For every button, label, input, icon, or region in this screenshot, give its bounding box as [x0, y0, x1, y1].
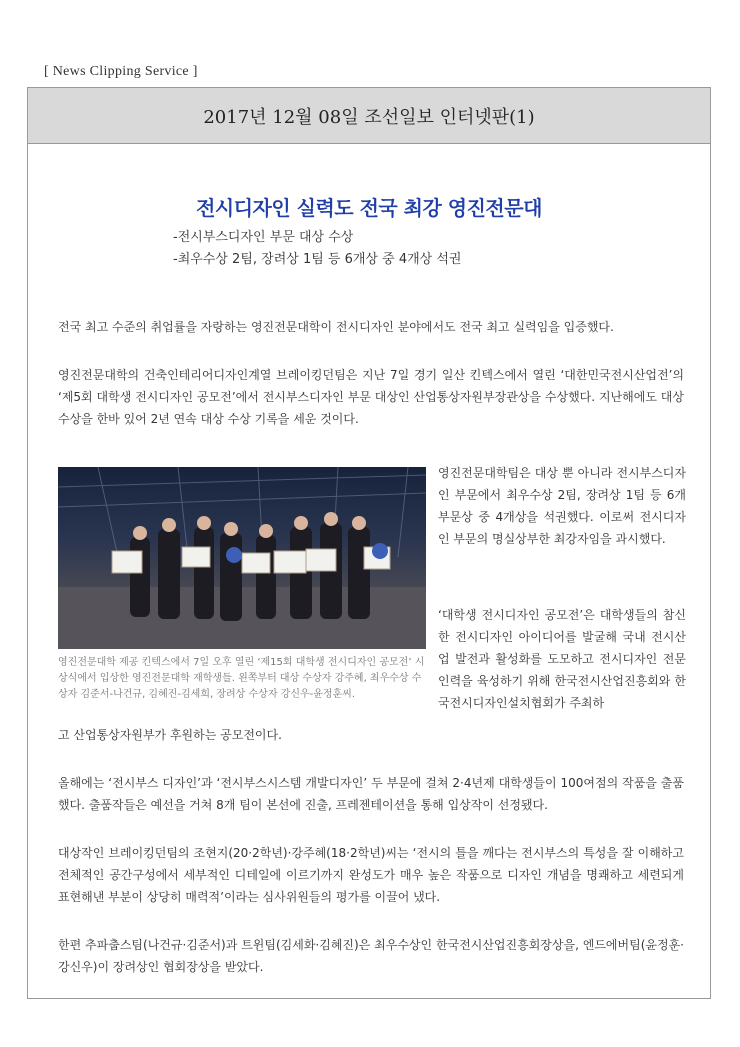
paragraph-5: 한편 추파춥스팀(나건규·김준서)과 트윈팀(김세화·김혜진)은 최우수상인 한국전시산업진흥회장상을, 엔드에버팀(윤정훈·강신우)이 장려상인 협회장상을 받았다. [58, 938, 684, 974]
award-ceremony-photo [58, 467, 426, 649]
article-subhead-2: -최우수상 2팀, 장려상 1팀 등 6개상 중 4개상 석권 [173, 252, 462, 267]
paragraph-2: 영진전문대학의 건축인테리어디자인계열 브레이킹던팀은 지난 7일 경기 일산 킨텍스에서 열린 ‘대한민국전시산업전’의 ‘제5회 대학생 전시디자인 공모전’에서 전시부스디자인 부문 대상인 산업통상자원부장관상을 수상했다. 지난해에도 대상 수상을 한바 있어 2년 연속 대상 수상 기록을 세운 것이다. [58, 368, 684, 426]
news-clipping-service-label: [ News Clipping Service ] [44, 64, 198, 79]
article-headline: 전시디자인 실력도 전국 최강 영진전문대 [196, 196, 542, 220]
paragraph-continuation: 고 산업통상자원부가 후원하는 공모전이다. [58, 728, 282, 742]
article-subhead-1: -전시부스디자인 부문 대상 수상 [173, 230, 354, 245]
paragraph-1: 전국 최고 수준의 취업률을 자랑하는 영진전문대학이 전시디자인 분야에서도 전국 최고 실력임을 입증했다. [58, 320, 614, 334]
date-source-header: 2017년 12월 08일 조선일보 인터넷판(1) [28, 88, 710, 144]
side-paragraph-1: 영진전문대학팀은 대상 뿐 아니라 전시부스디자인 부문에서 최우수상 2팀, 장려상 1팀 등 6개 부문상 중 4개상을 석권했다. 이로써 전시디자인 부문의 명실상부한 최강자임을 과시했다. [438, 466, 686, 546]
side-paragraph-2: ‘대학생 전시디자인 공모전’은 대학생들의 참신한 전시디자인 아이디어를 발굴해 국내 전시산업 발전과 활성화를 도모하고 전시디자인 전문인력을 육성하기 위해 한국전시산업진흥회와 한국전시디자인설치협회가 주최하 [438, 608, 686, 710]
paragraph-3: 올해에는 ‘전시부스 디자인’과 ‘전시부스시스템 개발디자인’ 두 부문에 걸쳐 2·4년제 대학생들이 100여점의 작품을 출품했다. 출품작들은 예선을 거쳐 8개 팀이 본선에 진출, 프레젠테이션을 통해 입상작이 선정됐다. [58, 776, 684, 812]
clipping-frame [27, 87, 711, 999]
photo-caption: 영진전문대학 제공 킨텍스에서 7일 오후 열린 ‘제15회 대학생 전시디자인 공모전’ 시상식에서 입상한 영진전문대학 재학생들. 왼쪽부터 대상 수상자 강주혜, 최우수상 수상자 김준서-나건규, 김혜진-김세희, 장려상 수상자 강신우-윤정훈씨. [58, 657, 425, 700]
paragraph-4: 대상작인 브레이킹던팀의 조현지(20·2학년)·강주혜(18·2학년)씨는 ‘전시의 틀을 깨다는 전시부스의 특성을 잘 이해하고 전체적인 공간구성에서 세부적인 디테일에 이르기까지 완성도가 매우 높은 작품으로 디자인 개념을 명쾌하고 세련되게 표현해낸 부분이 상당히 매력적’이라는 심사위원들의 평가를 이끌어 냈다. [58, 846, 684, 904]
award-photo-illustration [58, 467, 426, 649]
